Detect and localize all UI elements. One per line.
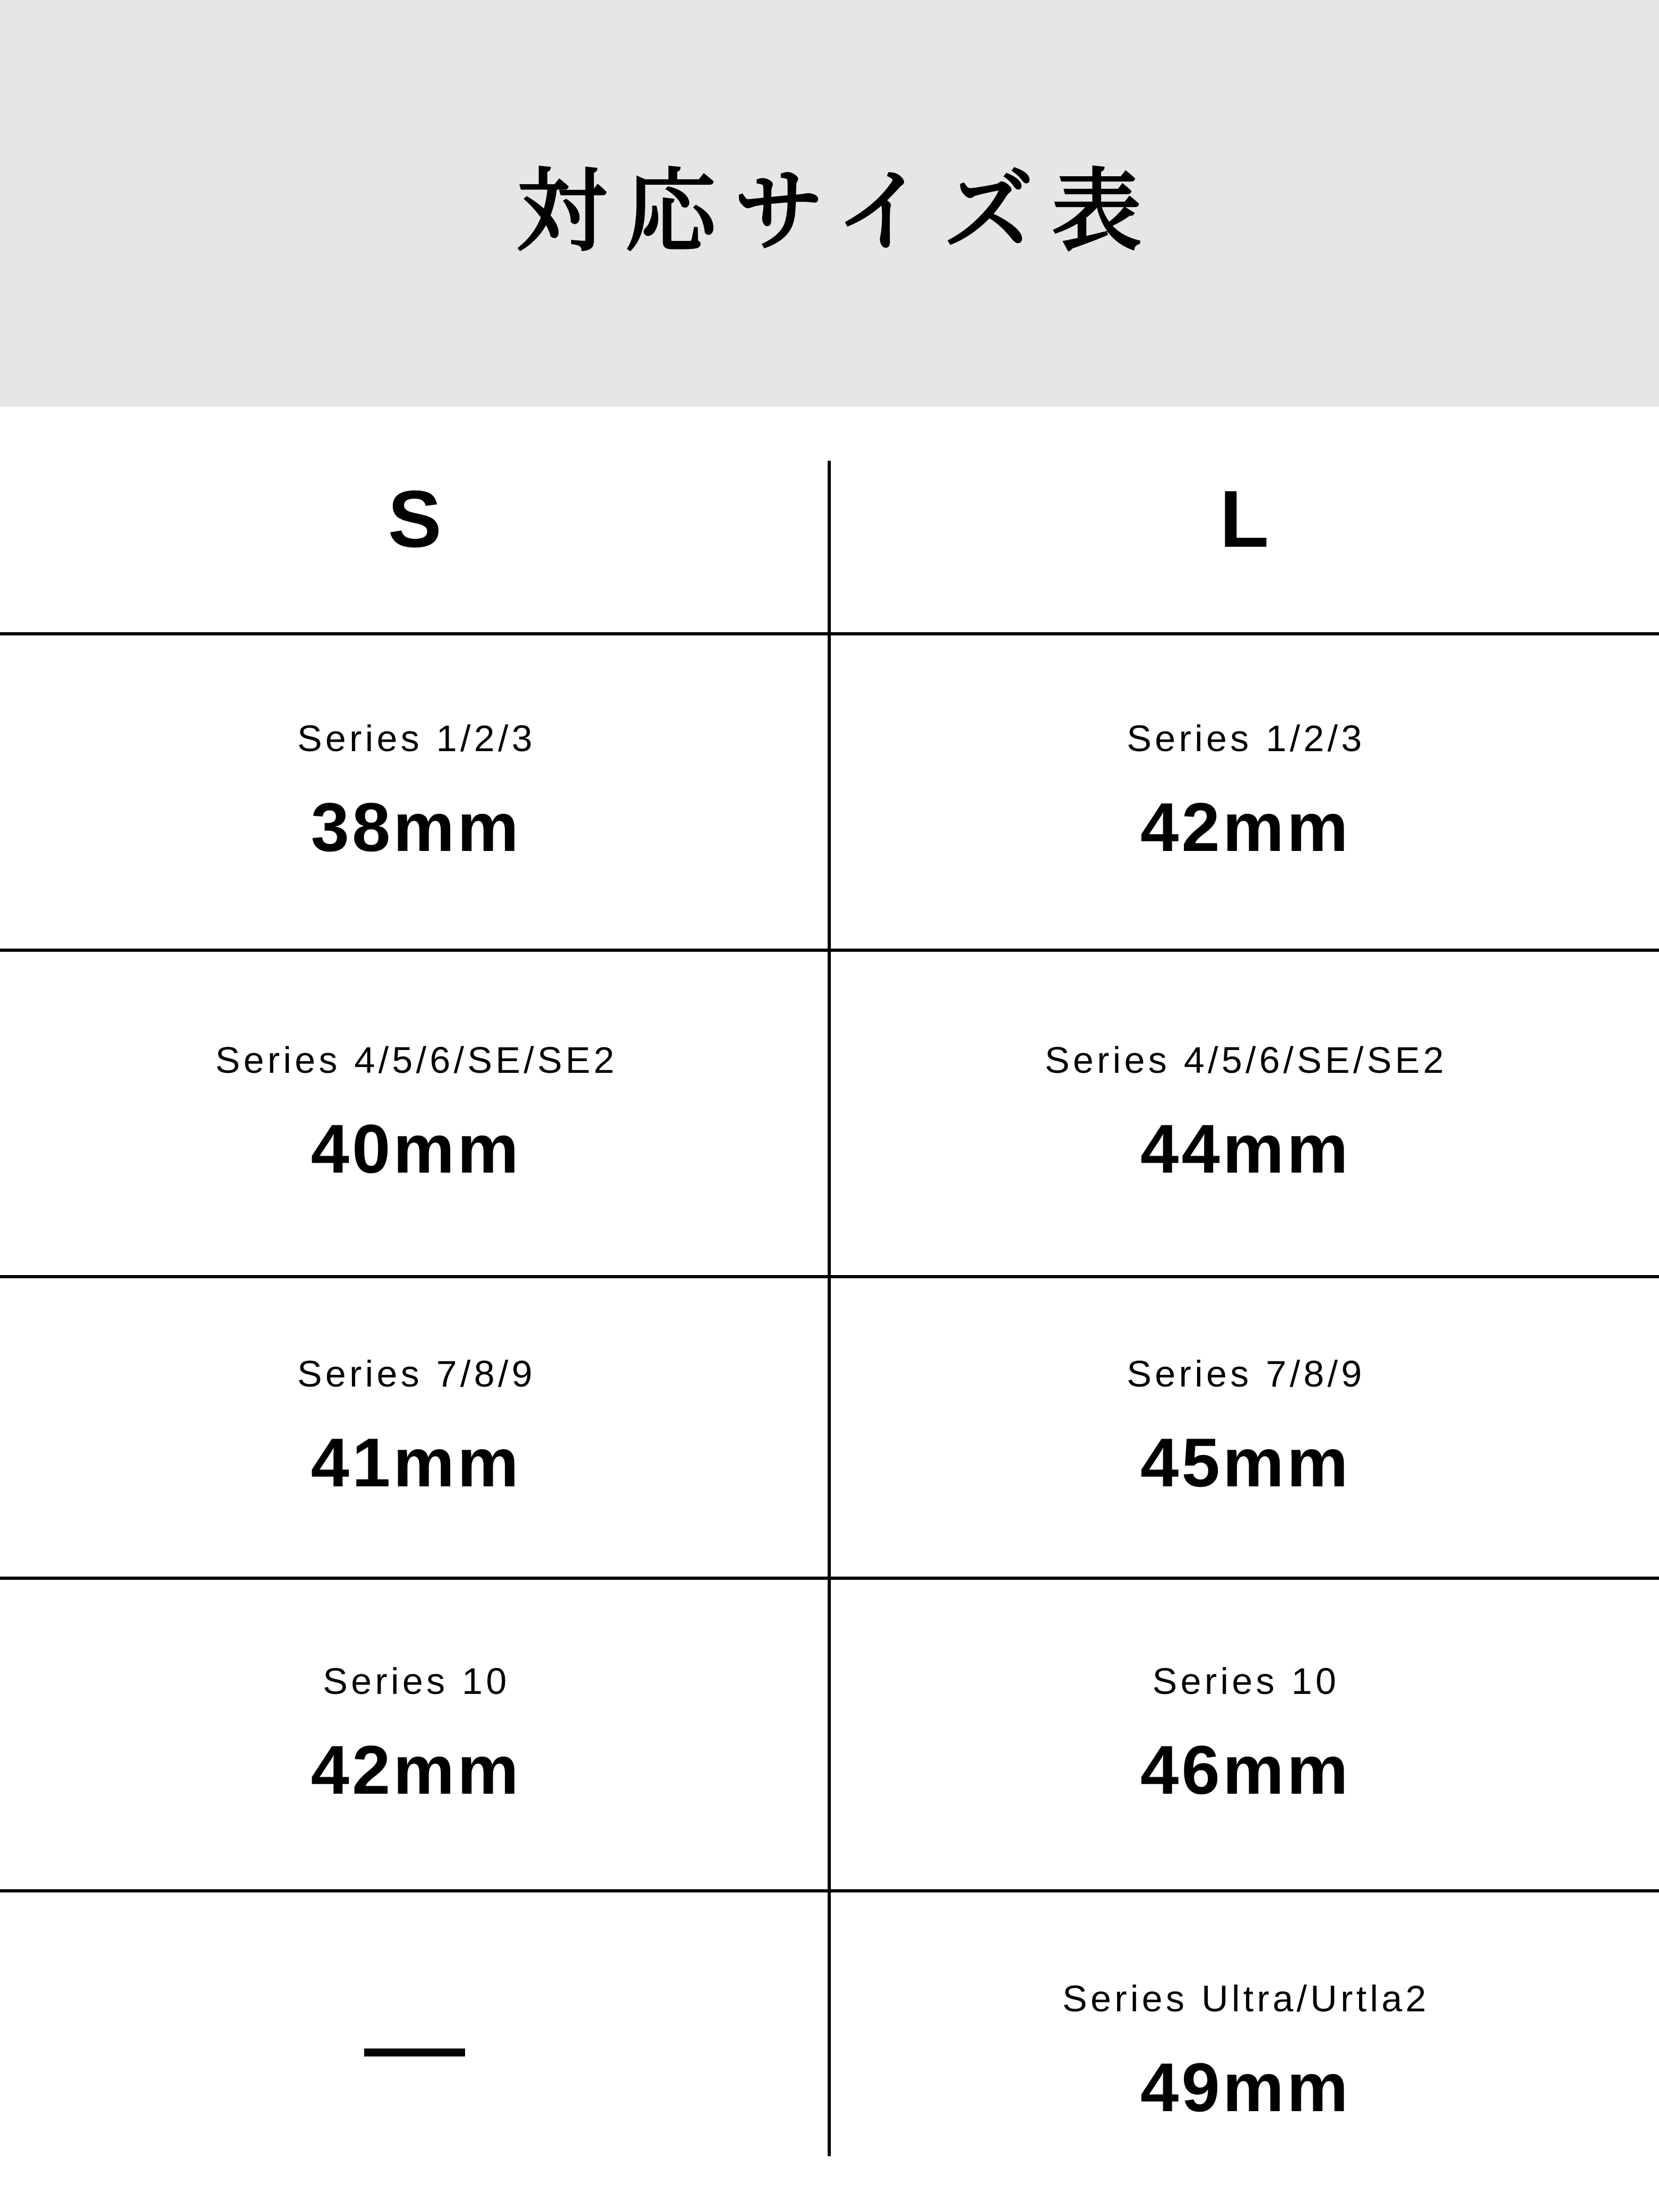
size-cell-l [830, 1892, 1659, 2212]
series-label: Series 7/8/9 [297, 1353, 536, 1395]
size-cell-s [0, 635, 830, 949]
series-label: Series 10 [1152, 1660, 1340, 1702]
size-value: 49mm [1140, 2049, 1351, 2126]
size-cell-s [0, 952, 830, 1275]
size-value: 42mm [1140, 788, 1351, 866]
size-cell-s [0, 1278, 830, 1577]
table-row [0, 1580, 1659, 1889]
series-label: Series 7/8/9 [1127, 1353, 1365, 1395]
size-cell-l [830, 1580, 1659, 1889]
size-value: 46mm [1140, 1731, 1351, 1809]
table-row [0, 635, 1659, 949]
size-value: 38mm [311, 788, 522, 866]
series-label: Series Ultra/Urtla2 [1062, 1978, 1430, 2019]
size-cell-l [830, 635, 1659, 949]
column-header-l: L [1219, 474, 1269, 564]
column-header-s: S [388, 474, 442, 564]
page-title: 対応サイズ表 [517, 161, 1160, 262]
no-size-dash [364, 2049, 465, 2056]
size-value: 44mm [1140, 1109, 1351, 1187]
table-row [0, 1278, 1659, 1577]
table-row [0, 1892, 1659, 2212]
size-value: 45mm [1140, 1424, 1351, 1501]
series-label: Series 10 [323, 1660, 510, 1702]
series-label: Series 4/5/6/SE/SE2 [215, 1039, 618, 1081]
series-label: Series 1/2/3 [1127, 718, 1365, 759]
series-label: Series 4/5/6/SE/SE2 [1044, 1039, 1447, 1081]
title-band [0, 0, 1659, 407]
size-value: 41mm [311, 1424, 522, 1501]
size-cell-s [0, 1892, 830, 2212]
size-value: 40mm [311, 1109, 522, 1187]
size-cell-l [830, 1278, 1659, 1577]
size-cell-s [0, 1580, 830, 1889]
size-value: 42mm [311, 1731, 522, 1809]
series-label: Series 1/2/3 [297, 718, 536, 759]
size-cell-l [830, 952, 1659, 1275]
table-row [0, 952, 1659, 1275]
